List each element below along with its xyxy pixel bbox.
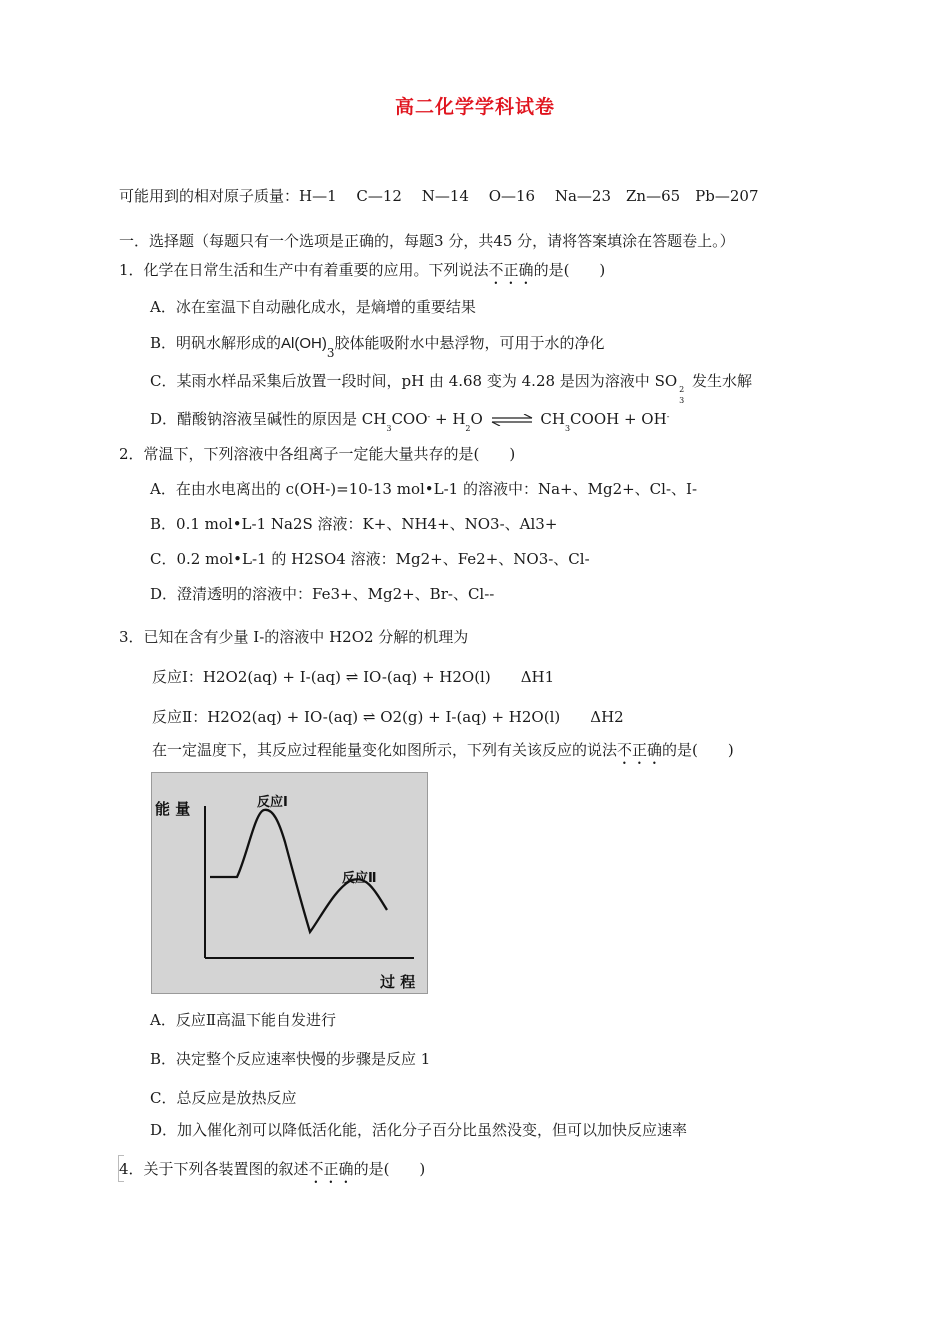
option-text: B．明矾水解形成的 — [150, 334, 282, 352]
section-heading: 一．选择题（每题只有一个选项是正确的，每题3 分，共45 分，请将答案填涂在答题卷上。） — [119, 232, 735, 250]
question-1-stem — [119, 259, 605, 288]
formula: CH — [540, 410, 565, 428]
question-2-option-c: C．0.2 mol•L-1 的 H2SO4 溶液：Mg2+、Fe2+、NO3-、Cl- — [150, 550, 590, 568]
stem-text: 1．化学在日常生活和生产中有着重要的应用。下列说法 — [119, 261, 489, 279]
atomic-masses: 可能用到的相对原子质量：H—1 C—12 N—14 O—16 Na—23 Zn—65 Pb—207 — [119, 187, 759, 205]
formula: COO — [391, 410, 428, 428]
formula: + H — [430, 410, 466, 428]
subscript: 3 — [679, 396, 685, 405]
question-3-prompt — [152, 739, 734, 768]
subscript: 2 — [465, 424, 471, 433]
stem-text: 4．关于下列各装置图的叙述 — [119, 1160, 309, 1178]
reaction-2: 反应Ⅱ：H2O2(aq) + IO-(aq) ⇌ O2(g) + I-(aq) + H2O(l) ΔH2 — [152, 708, 624, 726]
emphasis-text: 不正确 — [308, 1160, 354, 1178]
question-1-option-d — [150, 408, 670, 433]
question-4-stem — [119, 1158, 425, 1187]
page-title: 高二化学学科试卷 — [394, 96, 555, 118]
prompt-text: 在一定温度下，其反应过程能量变化如图所示，下列有关该反应的说法 — [152, 741, 618, 759]
diagram-background — [152, 773, 428, 994]
superscript: - — [427, 412, 431, 421]
y-axis-label: 能 量 — [155, 800, 191, 818]
formula: COOH + OH — [570, 410, 667, 428]
option-text: 胶体能吸附水中悬浮物，可用于水的净化 — [334, 334, 605, 352]
question-3-stem: 3．已知在含有少量 I-的溶液中 H2O2 分解的机理为 — [119, 628, 469, 646]
option-text: 发生水解 — [691, 372, 752, 390]
question-3-option-d: D．加入催化剂可以降低活化能，活化分子百分比虽然没变，但可以加快反应速率 — [150, 1121, 688, 1139]
subscript: 3 — [386, 424, 392, 433]
question-2-stem: 2．常温下，下列溶液中各组离子一定能大量共存的是( ) — [119, 445, 516, 463]
subscript: 3 — [564, 424, 571, 433]
question-3-option-b: B．决定整个反应速率快慢的步骤是反应 1 — [150, 1050, 431, 1068]
question-2-option-d: D．澄清透明的溶液中：Fe3+、Mg2+、Br-、Cl-- — [150, 585, 495, 603]
option-text: D．醋酸钠溶液呈碱性的原因是 CH — [150, 410, 387, 428]
question-3-option-c: C．总反应是放热反应 — [150, 1089, 297, 1107]
stem-text: 的是( ) — [533, 261, 606, 279]
question-1-option-a: A．冰在室温下自动融化成水，是熵增的重要结果 — [150, 298, 476, 316]
question-2-option-a: A．在由水电离出的 c(OH-)=10-13 mol•L-1 的溶液中：Na+、Mg2+、Cl-、I- — [150, 480, 698, 498]
option-text: C．某雨水样品采集后放置一段时间，pH 由 4.68 变为 4.28 是因为溶液中 SO — [150, 372, 678, 390]
emphasis-text: 不正确 — [617, 741, 663, 759]
x-axis-label: 过 程 — [380, 973, 416, 991]
emphasis-text: 不正确 — [488, 261, 534, 279]
formula: Al(OH) — [281, 335, 327, 352]
question-2-option-b: B．0.1 mol•L-1 Na2S 溶液：K+、NH4+、NO3-、Al3+ — [150, 515, 558, 533]
question-1-option-b — [150, 332, 605, 360]
superscript: 2 — [679, 385, 685, 394]
superscript: - — [666, 412, 670, 421]
equilibrium-arrow-icon — [490, 414, 534, 426]
formula: O — [470, 410, 483, 428]
question-3-option-a: A．反应Ⅱ高温下能自发进行 — [150, 1011, 337, 1029]
stem-text: 的是( ) — [353, 1160, 426, 1178]
energy-diagram — [151, 772, 428, 994]
subscript: 3 — [326, 346, 335, 360]
question-1-option-c — [150, 370, 752, 405]
prompt-text: 的是( ) — [662, 741, 734, 759]
reaction-1: 反应Ⅰ：H2O2(aq) + I-(aq) ⇌ IO-(aq) + H2O(l) ΔH1 — [152, 668, 555, 686]
reaction-1-label: 反应Ⅰ — [257, 795, 288, 810]
reaction-2-label: 反应Ⅱ — [342, 871, 377, 886]
